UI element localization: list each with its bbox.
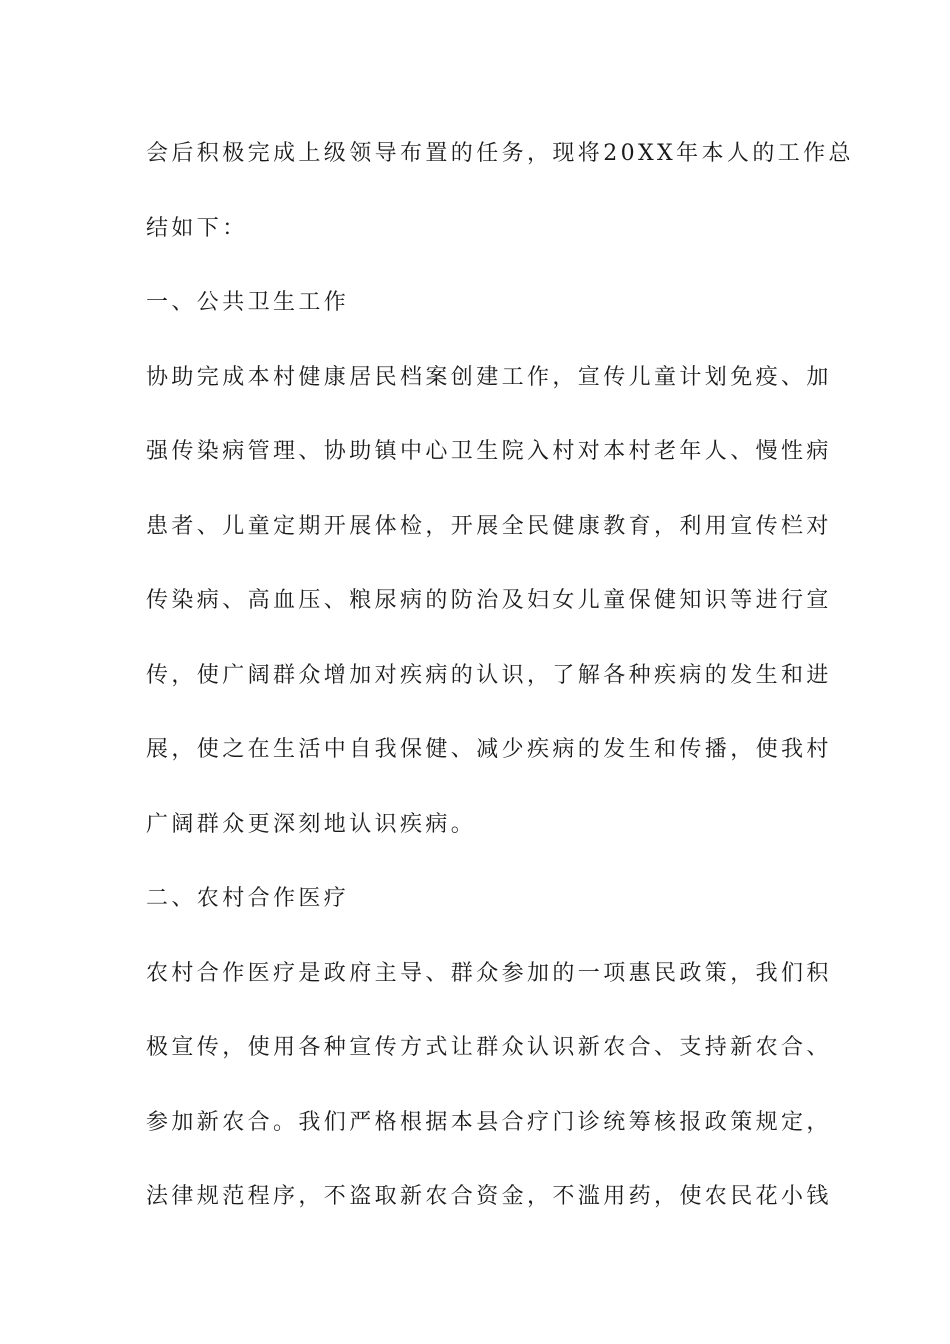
- paragraph-line: 强传染病管理、协助镇中心卫生院入村对本村老年人、慢性病: [146, 439, 832, 464]
- paragraph-line: 极宣传，使用各种宣传方式让群众认识新农合、支持新农合、: [146, 1035, 832, 1060]
- paragraph-line: 展，使之在生活中自我保健、减少疾病的发生和传播，使我村: [146, 737, 832, 762]
- paragraph-line: 结如下：: [146, 216, 248, 241]
- paragraph-line: 农村合作医疗是政府主导、群众参加的一项惠民政策，我们积: [146, 961, 832, 986]
- paragraph-line: 会后积极完成上级领导布置的任务，现将20XX年本人的工作总: [146, 141, 854, 166]
- paragraph-line: 参加新农合。我们严格根据本县合疗门诊统筹核报政策规定，: [146, 1110, 832, 1135]
- paragraph-line: 广阔群众更深刻地认识疾病。: [146, 812, 477, 837]
- paragraph-line: 协助完成本村健康居民档案创建工作，宣传儿童计划免疫、加: [146, 365, 832, 390]
- paragraph-line: 传，使广阔群众增加对疾病的认识，了解各种疾病的发生和进: [146, 663, 832, 688]
- section-heading-rural-medical: 二、农村合作医疗: [146, 886, 350, 911]
- section-heading-public-health: 一、公共卫生工作: [146, 290, 350, 315]
- paragraph-line: 患者、儿童定期开展体检，开展全民健康教育，利用宣传栏对: [146, 514, 832, 539]
- paragraph-line: 法律规范程序，不盗取新农合资金，不滥用药，使农民花小钱: [146, 1184, 832, 1209]
- paragraph-line: 传染病、高血压、粮尿病的防治及妇女儿童保健知识等进行宣: [146, 588, 832, 613]
